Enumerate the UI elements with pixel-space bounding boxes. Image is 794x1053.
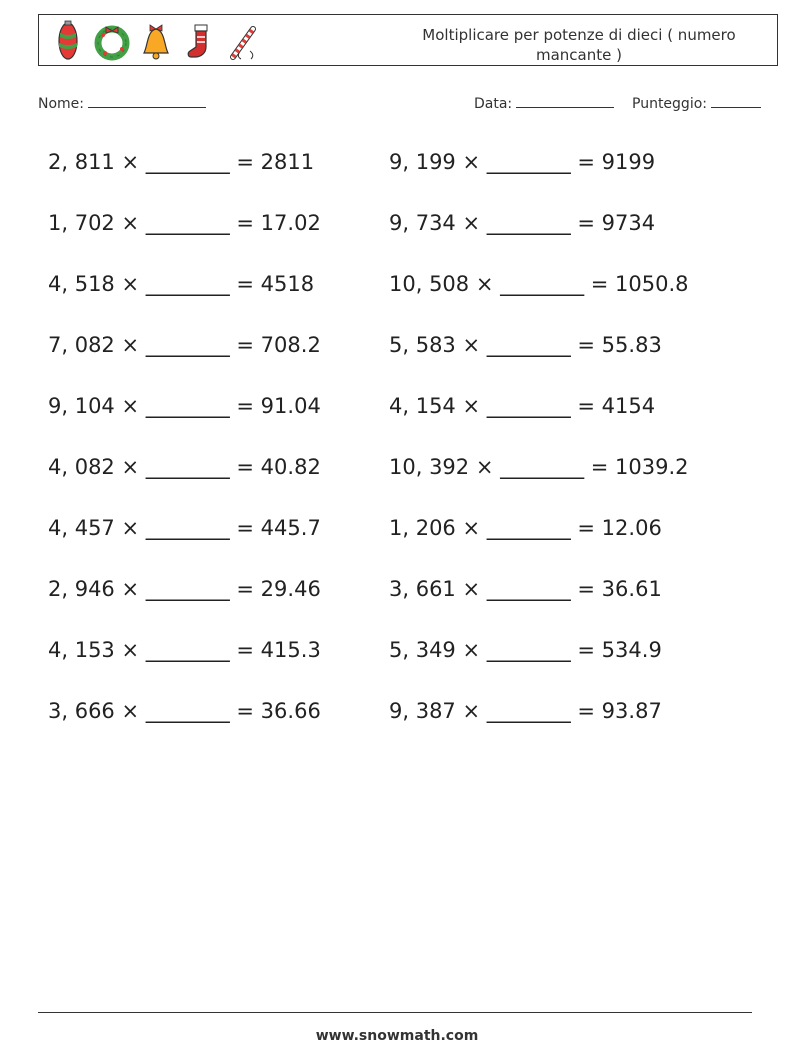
date-field[interactable]: [474, 93, 614, 112]
problem-15[interactable]: 2, 946 × ________ = 29.46: [48, 577, 321, 601]
date-label: Data:: [474, 96, 513, 112]
name-field[interactable]: [38, 93, 206, 112]
problem-14[interactable]: 1, 206 × ________ = 12.06: [389, 516, 662, 540]
problem-1[interactable]: 2, 811 × ________ = 2811: [48, 150, 315, 174]
score-label: Punteggio:: [632, 96, 707, 112]
footer-site[interactable]: www.snowmath.com: [315, 1028, 479, 1044]
icon-strip: [49, 19, 263, 63]
problem-12[interactable]: 10, 392 × ________ = 1039.2: [389, 455, 689, 479]
problem-11[interactable]: 4, 082 × ________ = 40.82: [48, 455, 321, 479]
problem-4[interactable]: 9, 734 × ________ = 9734: [389, 211, 656, 235]
problem-9[interactable]: 9, 104 × ________ = 91.04: [48, 394, 321, 418]
problem-2[interactable]: 9, 199 × ________ = 9199: [389, 150, 656, 174]
name-label: Nome:: [38, 96, 85, 112]
problem-10[interactable]: 4, 154 × ________ = 4154: [389, 394, 656, 418]
problem-17[interactable]: 4, 153 × ________ = 415.3: [48, 638, 321, 662]
bell-icon: [137, 19, 175, 63]
score-field[interactable]: [632, 93, 761, 112]
problem-5[interactable]: 4, 518 × ________ = 4518: [48, 272, 315, 296]
name-line[interactable]: [88, 93, 206, 108]
problem-3[interactable]: 1, 702 × ________ = 17.02: [48, 211, 321, 235]
stocking-icon: [181, 19, 219, 63]
candy-cane-icon: [225, 19, 263, 63]
problem-18[interactable]: 5, 349 × ________ = 534.9: [389, 638, 662, 662]
page-title: Moltiplicare per potenze di dieci ( numero mancante ): [422, 26, 736, 64]
header-box: [38, 14, 778, 66]
problem-13[interactable]: 4, 457 × ________ = 445.7: [48, 516, 321, 540]
wreath-icon: [93, 19, 131, 63]
problem-19[interactable]: 3, 666 × ________ = 36.66: [48, 699, 321, 723]
problem-16[interactable]: 3, 661 × ________ = 36.61: [389, 577, 662, 601]
problem-7[interactable]: 7, 082 × ________ = 708.2: [48, 333, 321, 357]
date-line[interactable]: [516, 93, 614, 108]
score-line[interactable]: [711, 93, 761, 108]
footer-divider: [38, 1012, 752, 1013]
problem-6[interactable]: 10, 508 × ________ = 1050.8: [389, 272, 689, 296]
problem-20[interactable]: 9, 387 × ________ = 93.87: [389, 699, 662, 723]
ornament-icon: [49, 19, 87, 63]
problem-8[interactable]: 5, 583 × ________ = 55.83: [389, 333, 662, 357]
